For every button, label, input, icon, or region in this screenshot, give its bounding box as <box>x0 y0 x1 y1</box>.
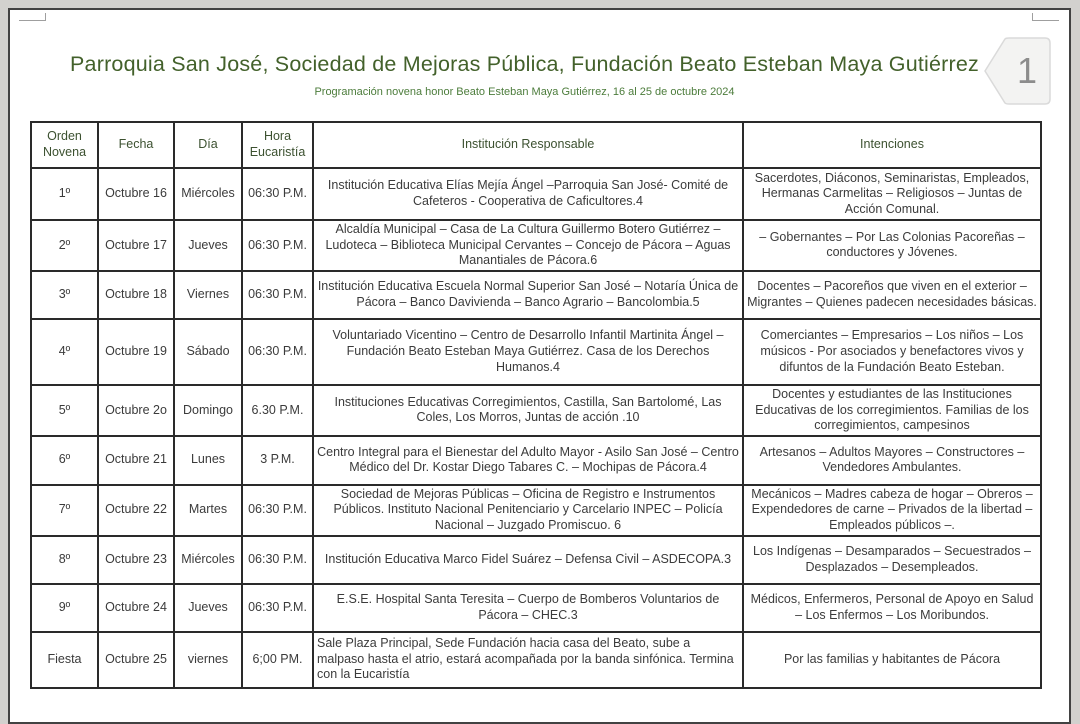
column-header-fecha: Fecha <box>98 122 174 168</box>
column-header-intenciones: Intenciones <box>743 122 1041 168</box>
cell-intenciones: Mecánicos – Madres cabeza de hogar – Obreros – Expendedores de carne – Privados de la libertad – Empleados públicos –. <box>743 485 1041 536</box>
cell-intenciones: Por las familias y habitantes de Pácora <box>743 632 1041 688</box>
page-title: Parroquia San José, Sociedad de Mejoras Pública, Fundación Beato Esteban Maya Gutiérrez <box>70 52 979 76</box>
cell-orden: 7º <box>31 485 98 536</box>
table-row <box>31 385 1041 436</box>
cell-intenciones: Docentes – Pacoreños que viven en el exterior – Migrantes – Quienes padecen necesidades básicas. <box>743 271 1041 319</box>
cell-dia: Miércoles <box>174 536 242 584</box>
cell-institucion: Centro Integral para el Bienestar del Adulto Mayor - Asilo San José – Centro Médico del Dr. Kostar Diego Tabares C. – Mochipas de Pácora.4 <box>313 436 743 485</box>
page-number: 1 <box>1016 50 1038 91</box>
table-row <box>31 220 1041 271</box>
cell-institucion: Institución Educativa Elías Mejía Ángel –Parroquia San José- Comité de Cafeteros - Cooperativa de Caficultores.4 <box>313 168 743 220</box>
cell-dia: viernes <box>174 632 242 688</box>
cell-orden: 9º <box>31 584 98 632</box>
table-row <box>31 436 1041 485</box>
cell-orden: 2º <box>31 220 98 271</box>
cell-hora: 06:30 P.M. <box>242 271 313 319</box>
column-header-institucion-responsable: Institución Responsable <box>313 122 743 168</box>
cell-dia: Viernes <box>174 271 242 319</box>
cell-institucion: Sale Plaza Principal, Sede Fundación hacia casa del Beato, sube a malpaso hasta el atrio, estará acompañada por la banda sinfónica. Termina con la Eucaristía <box>313 632 743 688</box>
cell-hora: 06:30 P.M. <box>242 220 313 271</box>
table-header-row <box>31 122 1041 168</box>
cell-hora: 3 P.M. <box>242 436 313 485</box>
margin-crop-mark-top-right <box>1032 13 1059 21</box>
cell-institucion: Voluntariado Vicentino – Centro de Desarrollo Infantil Martinita Ángel – Fundación Beato Esteban Maya Gutiérrez. Casa de los Derechos Humanos.4 <box>313 319 743 385</box>
cell-intenciones: Los Indígenas – Desamparados – Secuestrados – Desplazados – Desempleados. <box>743 536 1041 584</box>
column-header-dia: Día <box>174 122 242 168</box>
cell-intenciones: Artesanos – Adultos Mayores – Constructores – Vendedores Ambulantes. <box>743 436 1041 485</box>
margin-crop-mark-top-left <box>19 13 46 21</box>
cell-hora: 06:30 P.M. <box>242 536 313 584</box>
cell-orden: 6º <box>31 436 98 485</box>
cell-dia: Lunes <box>174 436 242 485</box>
cell-intenciones: Sacerdotes, Diáconos, Seminaristas, Empleados, Hermanas Carmelitas – Religiosos – Juntas de Acción Comunal. <box>743 168 1041 220</box>
cell-institucion: E.S.E. Hospital Santa Teresita – Cuerpo de Bomberos Voluntarios de Pácora – CHEC.3 <box>313 584 743 632</box>
table-row <box>31 632 1041 688</box>
cell-hora: 6.30 P.M. <box>242 385 313 436</box>
cell-institucion: Institución Educativa Marco Fidel Suárez – Defensa Civil – ASDECOPA.3 <box>313 536 743 584</box>
cell-institucion: Instituciones Educativas Corregimientos, Castilla, San Bartolomé, Las Coles, Los Morros, Juntas de acción .10 <box>313 385 743 436</box>
table-row <box>31 536 1041 584</box>
page-number-badge[interactable] <box>984 36 1052 106</box>
cell-fecha: Octubre 25 <box>98 632 174 688</box>
cell-fecha: Octubre 17 <box>98 220 174 271</box>
cell-fecha: Octubre 2o <box>98 385 174 436</box>
cell-orden: 5º <box>31 385 98 436</box>
cell-hora: 06:30 P.M. <box>242 168 313 220</box>
cell-fecha: Octubre 18 <box>98 271 174 319</box>
cell-dia: Miércoles <box>174 168 242 220</box>
cell-fecha: Octubre 16 <box>98 168 174 220</box>
cell-orden: 8º <box>31 536 98 584</box>
cell-orden: 4º <box>31 319 98 385</box>
cell-dia: Jueves <box>174 584 242 632</box>
column-header-hora-eucaristia: Hora Eucaristía <box>242 122 313 168</box>
document-page <box>8 8 1071 724</box>
cell-orden: 1º <box>31 168 98 220</box>
cell-institucion: Institución Educativa Escuela Normal Superior San José – Notaría Única de Pácora – Banco Davivienda – Banco Agrario – Bancolombia.5 <box>313 271 743 319</box>
cell-intenciones: – Gobernantes – Por Las Colonias Pacoreñas – conductores y Jóvenes. <box>743 220 1041 271</box>
cell-dia: Martes <box>174 485 242 536</box>
cell-institucion: Sociedad de Mejoras Públicas – Oficina de Registro e Instrumentos Públicos. Instituto Nacional Penitenciario y Carcelario INPEC – Policía Nacional – Juzgado Promiscuo. 6 <box>313 485 743 536</box>
table-row <box>31 168 1041 220</box>
cell-fecha: Octubre 21 <box>98 436 174 485</box>
column-header-orden-novena: Orden Novena <box>31 122 98 168</box>
table-row <box>31 319 1041 385</box>
cell-intenciones: Médicos, Enfermeros, Personal de Apoyo en Salud – Los Enfermos – Los Moribundos. <box>743 584 1041 632</box>
novena-schedule-table <box>30 121 1042 689</box>
table-row <box>31 485 1041 536</box>
cell-fecha: Octubre 22 <box>98 485 174 536</box>
cell-intenciones: Comerciantes – Empresarios – Los niños – Los músicos - Por asociados y benefactores vivos y difuntos de la Fundación Beato Esteban. <box>743 319 1041 385</box>
cell-dia: Domingo <box>174 385 242 436</box>
cell-orden: Fiesta <box>31 632 98 688</box>
cell-hora: 06:30 P.M. <box>242 319 313 385</box>
cell-fecha: Octubre 24 <box>98 584 174 632</box>
table-row <box>31 584 1041 632</box>
cell-fecha: Octubre 19 <box>98 319 174 385</box>
table-row <box>31 271 1041 319</box>
cell-dia: Jueves <box>174 220 242 271</box>
cell-hora: 06:30 P.M. <box>242 584 313 632</box>
cell-hora: 6;00 PM. <box>242 632 313 688</box>
cell-institucion: Alcaldía Municipal – Casa de La Cultura Guillermo Botero Gutiérrez – Ludoteca – Biblioteca Municipal Cervantes – Concejo de Pácora – Aguas Manantiales de Pácora.6 <box>313 220 743 271</box>
cell-orden: 3º <box>31 271 98 319</box>
cell-fecha: Octubre 23 <box>98 536 174 584</box>
page-subtitle: Programación novena honor Beato Esteban Maya Gutiérrez, 16 al 25 de octubre 2024 <box>314 86 735 98</box>
cell-dia: Sábado <box>174 319 242 385</box>
cell-hora: 06:30 P.M. <box>242 485 313 536</box>
cell-intenciones: Docentes y estudiantes de las Instituciones Educativas de los corregimientos. Familias de los corregimientos, campesinos <box>743 385 1041 436</box>
